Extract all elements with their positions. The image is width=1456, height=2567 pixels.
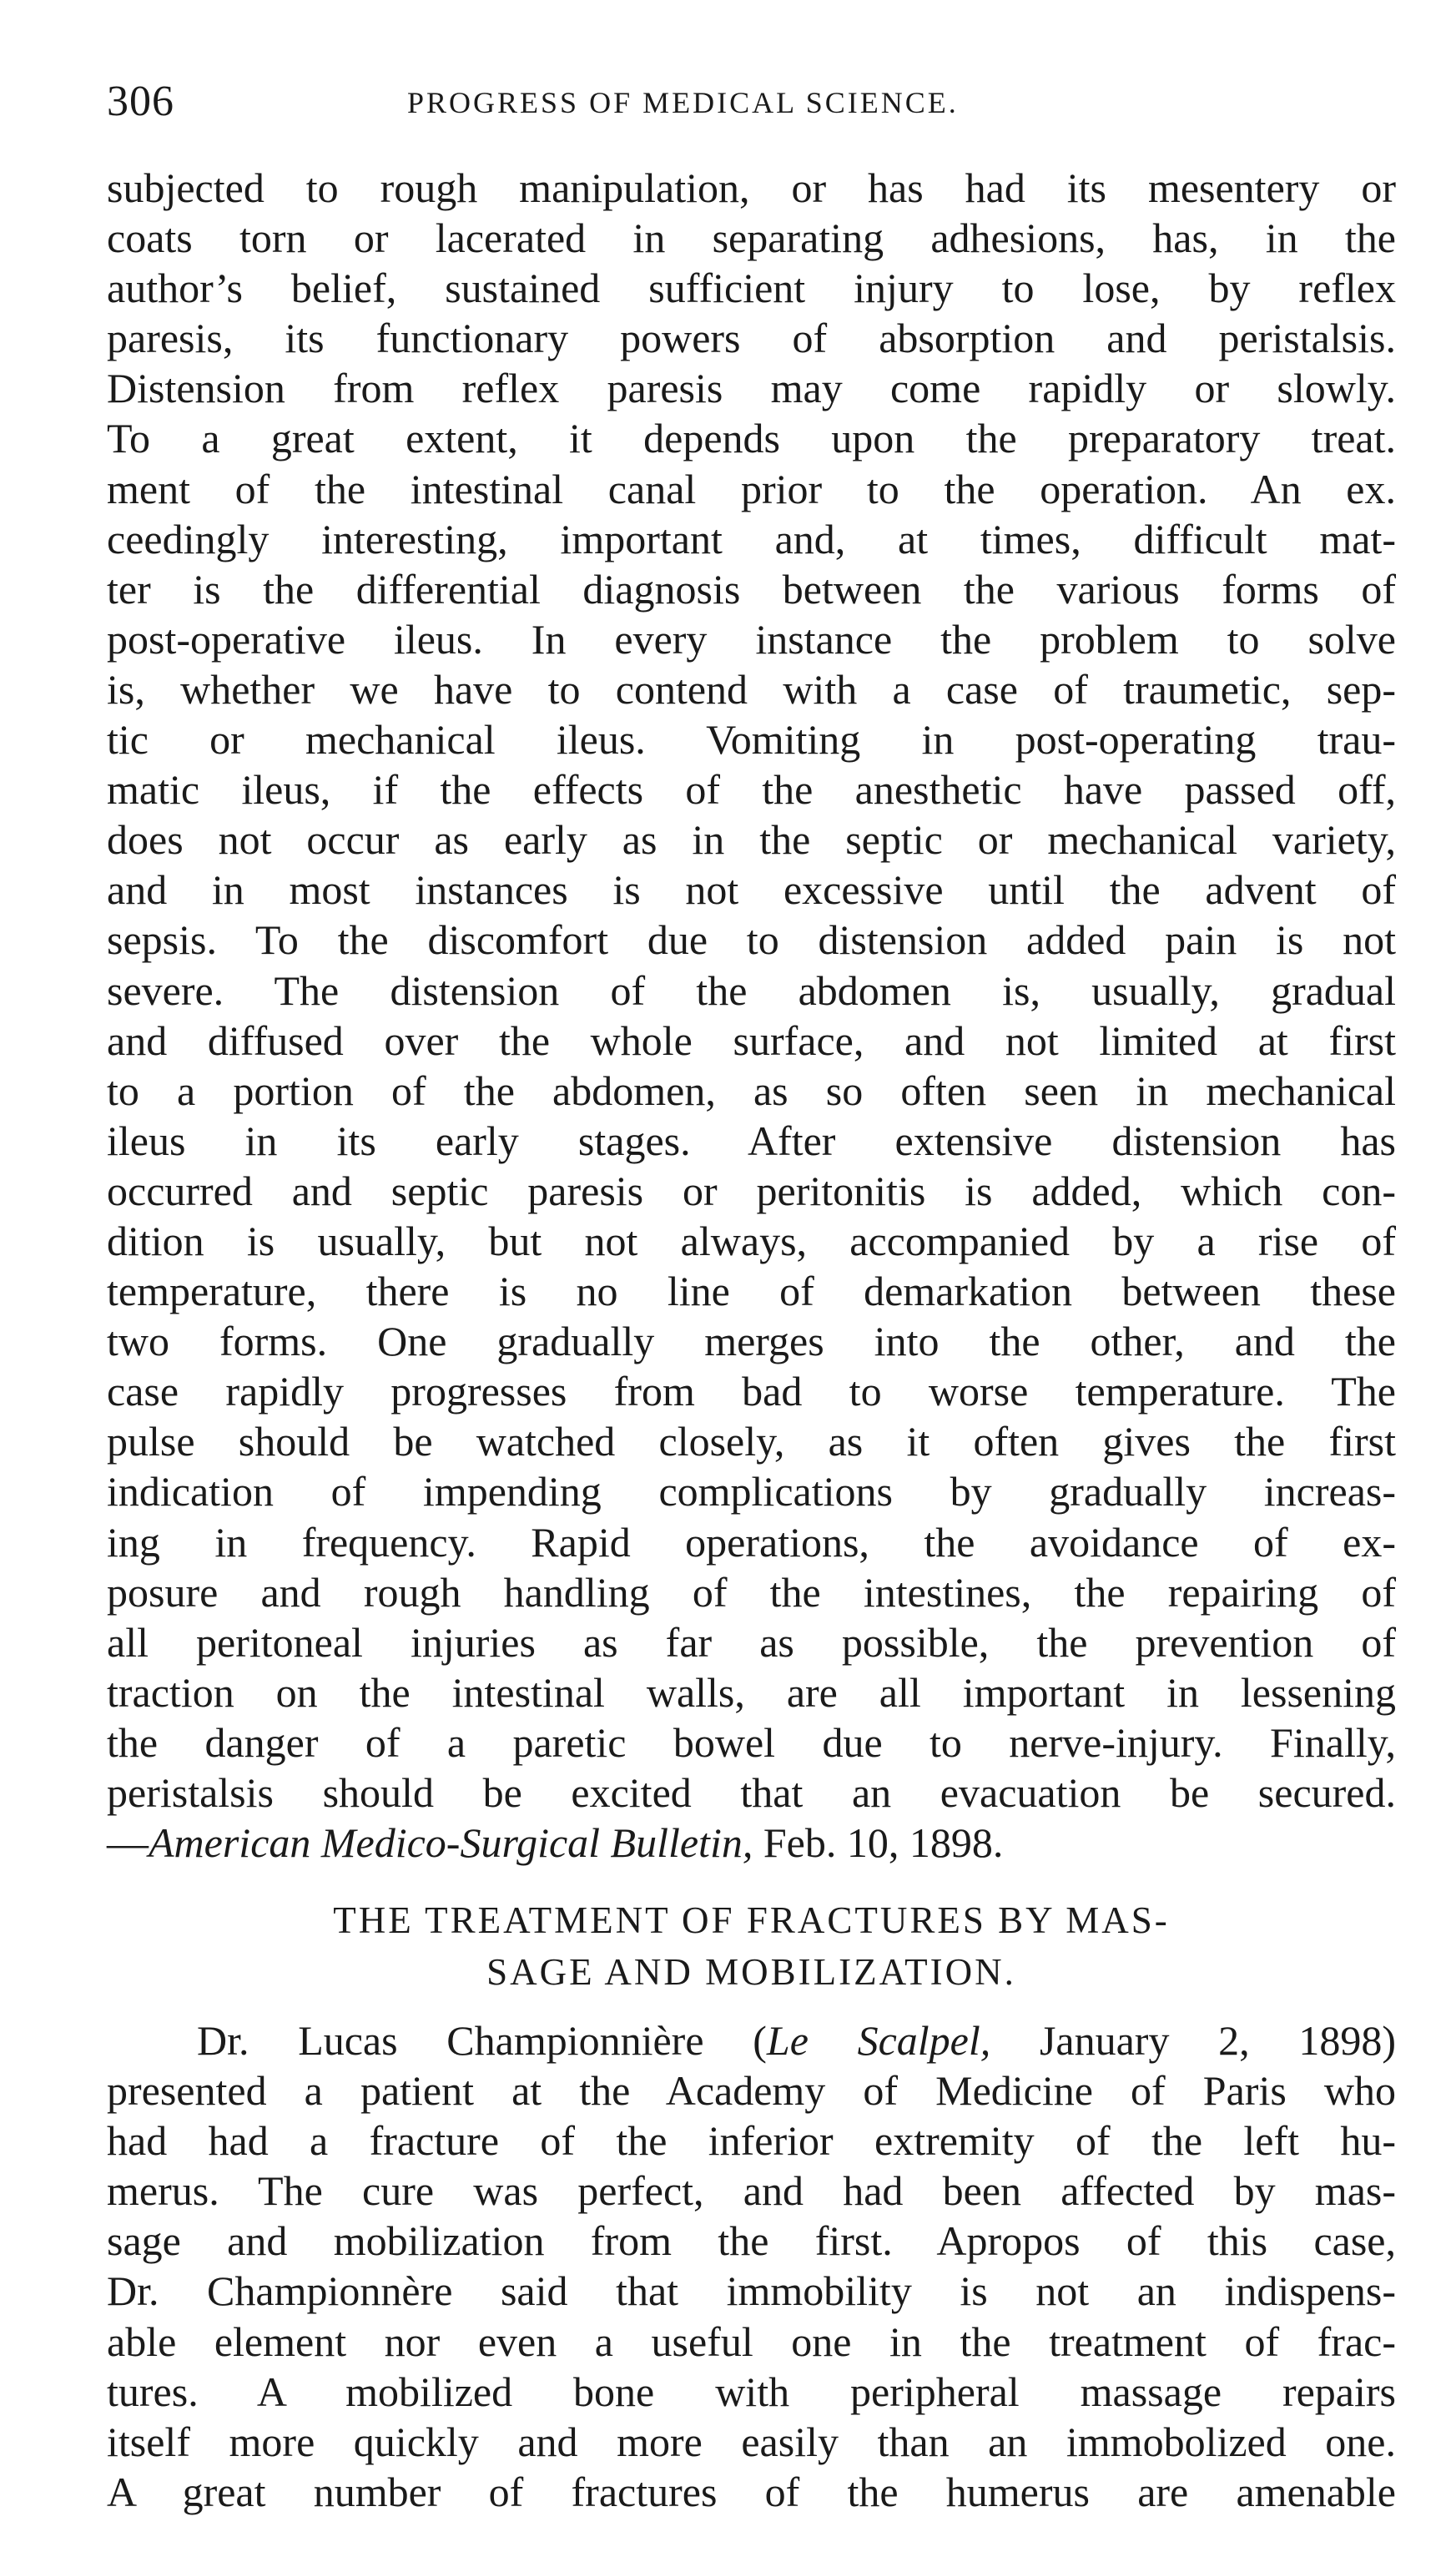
section-heading [107, 1894, 1396, 1998]
text-line: the danger of a paretic bowel due to nerve-injury. Finally, [107, 1718, 1396, 1766]
text-line: temperature, there is no line of demarkation between these [107, 1268, 1396, 1315]
section-heading-line-1: THE TREATMENT OF FRACTURES BY MAS- [333, 1899, 1170, 1941]
text-line: subjected to rough manipulation, or has had its mesentery or [107, 164, 1396, 211]
text-line: ing in frequency. Rapid operations, the avoidance of ex- [107, 1518, 1396, 1566]
text-line: two forms. One gradually merges into the other, and the [107, 1318, 1396, 1365]
text-line: all peritoneal injuries as far as possible, the prevention of [107, 1618, 1396, 1666]
text-line: Distension from reflex paresis may come rapidly or slowly. [107, 365, 1396, 412]
text-line: peristalsis should be excited that an evacuation be secured. [107, 1769, 1396, 1816]
text-line: merus. The cure was perfect, and had been affected by mas- [107, 2167, 1396, 2215]
text-line: presented a patient at the Academy of Medicine of Paris who [107, 2067, 1396, 2115]
text-line: pulse should be watched closely, as it often gives the first [107, 1418, 1396, 1465]
text-line: itself more quickly and more easily than an immobolized one. [107, 2418, 1396, 2465]
text-line: occurred and septic paresis or peritonitis is added, which con- [107, 1167, 1396, 1214]
text-line: to a portion of the abdomen, as so often seen in mechanical [107, 1067, 1396, 1114]
citation [107, 1818, 1396, 1868]
text-line: case rapidly progresses from bad to worse temperature. The [107, 1368, 1396, 1415]
text-line: ceedingly interesting, important and, at times, difficult mat- [107, 515, 1396, 562]
text-line: ter is the differential diagnosis between the various forms of [107, 565, 1396, 613]
text-line: dition is usually, but not always, accompanied by a rise of [107, 1217, 1396, 1264]
text-line: had had a fracture of the inferior extremity of the left hu- [107, 2117, 1396, 2165]
text-line: Dr. Lucas Championnière (Le Scalpel, January 2, 1898) [197, 2017, 1396, 2064]
text-line: coats torn or lacerated in separating adhesions, has, in the [107, 214, 1396, 262]
text-line: and in most instances is not excessive until the advent of [107, 866, 1396, 914]
text-line: sage and mobilization from the first. Apropos of this case, [107, 2217, 1396, 2265]
text-line: able element nor even a useful one in the treatment of frac- [107, 2317, 1396, 2365]
journal-name: Le Scalpel, [766, 2017, 991, 2064]
text-line: traction on the intestinal walls, are all important in lessening [107, 1668, 1396, 1716]
text-line: severe. The distension of the abdomen is, usually, gradual [107, 966, 1396, 1014]
section-heading-line-2: SAGE AND MOBILIZATION. [486, 1951, 1016, 1993]
text-line: A great number of fractures of the humerus are amenable [107, 2468, 1396, 2515]
text-line: ileus in its early stages. After extensive distension has [107, 1117, 1396, 1164]
citation-date: Feb. 10, 1898. [753, 1819, 1004, 1867]
paragraph-ileus [107, 163, 1396, 1868]
text-line: post-operative ileus. In every instance the problem to solve [107, 615, 1396, 663]
running-head [107, 77, 1396, 127]
text-line: paresis, its functionary powers of absorption and peristalsis. [107, 315, 1396, 362]
text-line: and diffused over the whole surface, and not limited at first [107, 1016, 1396, 1064]
page-number: 306 [107, 78, 174, 125]
text-line: posure and rough handling of the intestines, the repairing of [107, 1568, 1396, 1616]
text-line: ment of the intestinal canal prior to the operation. An ex. [107, 465, 1396, 512]
citation-dash: — [107, 1819, 149, 1867]
text-line: indication of impending complications by gradually increas- [107, 1468, 1396, 1515]
text-line: does not occur as early as in the septic or mechanical variety, [107, 816, 1396, 864]
text-line: sepsis. To the discomfort due to distension added pain is not [107, 916, 1396, 964]
text-line: To a great extent, it depends upon the preparatory treat. [107, 415, 1396, 462]
text-line: tic or mechanical ileus. Vomiting in post-operating trau- [107, 716, 1396, 764]
text-line: matic ileus, if the effects of the anesthetic have passed off, [107, 766, 1396, 814]
text-line: is, whether we have to contend with a case of traumetic, sep- [107, 665, 1396, 713]
text-line: Dr. Championnère said that immobility is not an indispens- [107, 2267, 1396, 2315]
text-line: tures. A mobilized bone with peripheral massage repairs [107, 2368, 1396, 2415]
citation-journal: American Medico-Surgical Bulletin, [149, 1819, 753, 1867]
running-head-title: PROGRESS OF MEDICAL SCIENCE. [407, 86, 959, 119]
text-line: author’s belief, sustained sufficient injury to lose, by reflex [107, 265, 1396, 312]
paragraph-fractures [107, 2015, 1396, 2517]
